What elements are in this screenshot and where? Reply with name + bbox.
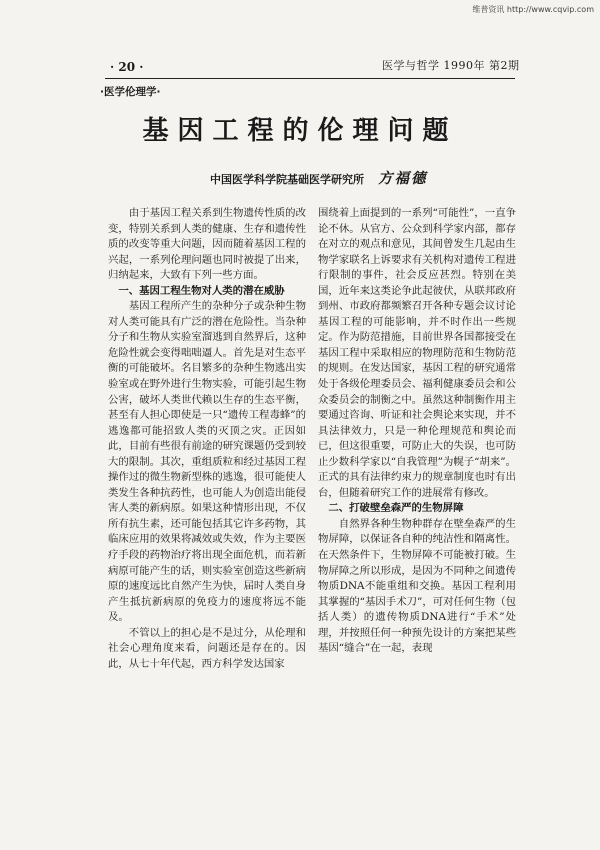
header-rule — [105, 78, 515, 79]
section-heading-1: 一、基因工程生物对人类的潜在威胁 — [118, 284, 285, 297]
paragraph: 由于基因工程关系到生物遗传性质的改变，特别关系到人类的健康、生存和遗传性质的改变等重大问题，因而随着基因工程的兴起，一系列伦理问题也同时被提了出来，归纳起来，大致有下列一些方面。 — [108, 207, 306, 282]
section-heading-2: 二、打破壁垒森严的生物屏障 — [328, 502, 464, 515]
affiliation: 中国医学科学院基础医学研究所 — [210, 173, 364, 186]
article-title: 基因工程的伦理问题 — [142, 116, 458, 146]
paragraph: 自然界各种生物种群存在壁垒森严的生物屏障，以保证各自种的纯洁性和隔离性。在天然条件下，生物屏障不可能被打破。生物屏障之所以形成，是因为不同种之间遗传物质DNA不能重组和交换。基因工程利用其掌握的“基因手术刀”，可对任何生物（包括人类）的遗传物质DNA进行“手术”处理，并按照任何一种预先设计的方案把某些基因“缝合”在一起，表现 — [318, 517, 516, 655]
column-label: ·医学伦理学· — [100, 86, 161, 98]
paragraph: 不管以上的担心是不是过分，从伦理和社会心理角度来看，问题还是存在的。因此，从七十年代起，西方科学发达国家 — [108, 626, 306, 670]
watermark: 维普资讯 http://www.cqvip.com — [472, 5, 594, 14]
right-column — [318, 206, 516, 657]
byline — [210, 167, 428, 188]
journal-name: 医学与哲学 1990年 第2期 — [382, 59, 520, 72]
paragraph: 基因工程所产生的杂种分子或杂种生物对人类可能具有广泛的潜在危险性。当杂种分子和生物从实验室溜逃到自然界后，这种危险性就会变得咄咄逼人。首先是对生态平衡的可能破坏。名目繁多的杂种生物逃出实验室或在野外进行生物实验，可能引起生物公害，破坏人类世代赖以生存的生态平衡，甚至有人担心即使是一只“遗传工程毒蜂”的逃逸都可能招致人类的灭顶之灾。正因如此，目前有些很有前途的研究课题仍受到较大的限制。其次，重组质粒和经过基因工程操作过的微生物新型株的逃逸，很可能使人类发生各种抗药性，也可能人为创造出能侵害人类的新病原。如果这种情形出现，不仅所有抗生素，还可能包括其它许多药物，其临床应用的效果将减效或失效，作为主要医疗手段的药物治疗将出现全面危机，而若新病原可能产生的话，则实验室创造这些新病原的速度远比自然产生为快，届时人类自身产生抵抗新病原的免疫力的速度将远不能及。 — [108, 300, 306, 624]
left-column — [108, 206, 306, 672]
author: 方福德 — [378, 170, 428, 187]
page-number: · 20 · — [110, 60, 144, 74]
paragraph: 围绕着上面提到的一系列“可能性”，一直争论不休。从官方、公众到科学家内部，都存在对立的观点和意见，其间曾发生几起由生物学家联名上诉要求有关机构对遗传工程进行限制的事件，社会反应甚烈。特别在美国，近年来这类论争此起彼伏，从联邦政府到州、市政府都频繁召开各种专题会议讨论基因工程的可能影响，并不时作出一些规定。作为防范措施，目前世界各国都接受在基因工程中采取相应的物理防范和生物防范的规则。在发达国家，基因工程的研究通常处于各级伦理委员会、福利健康委员会和公众委员会的制衡之中。虽然这种制衡作用主要通过咨询、听证和社会舆论来实现，并不具法律效力，只是一种伦理规范和舆论而已，但这很重要，可防止大的失误，也可防止少数科学家以“自我管理”为幌子“胡来”。正式的具有法律约束力的规章制度也时有出台，但随着研究工作的进展常有修改。 — [318, 207, 516, 499]
